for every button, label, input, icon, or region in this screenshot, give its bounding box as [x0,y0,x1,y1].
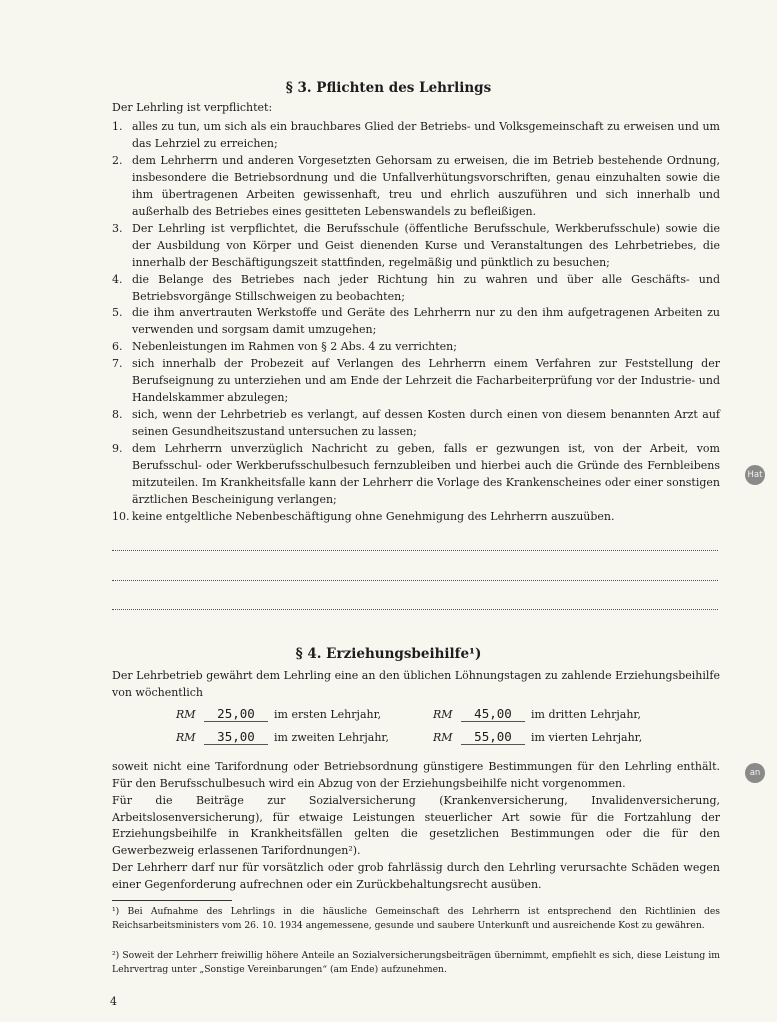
currency-label: RM [433,731,453,744]
item-number: 2. [112,154,123,167]
item-number: 3. [112,222,123,235]
duty-item-2 [112,152,720,220]
item-text: Nebenleistungen im Rahmen von § 2 Abs. 4 zu verrichten; [132,340,457,353]
allowance-year-3 [433,706,641,722]
section-3-intro: Der Lehrling ist verpflichtet: [112,101,273,114]
amount-value: 25,00 [204,706,268,722]
item-number: 1. [112,120,123,133]
allowance-intro: Der Lehrbetrieb gewährt dem Lehrling eine an den üblichen Löhnungstagen zu zahlende Erziehungsbeihilfe von wöchentlich [112,669,720,699]
item-number: 10. [112,510,130,523]
year-label: im vierten Lehrjahr, [531,731,643,744]
currency-label: RM [176,708,196,721]
amount-value: 45,00 [461,706,525,722]
set-off-paragraph: Der Lehrherr darf nur für vorsätzlich oder grob fahrlässig durch den Lehrling verursachte Schäden wegen einer Gegenforderung aufrechnen oder ein Zurückbehaltungsrecht ausüben. [112,861,720,891]
currency-label: RM [433,708,453,721]
allowance-year-1 [176,706,381,722]
amount-value: 55,00 [461,729,525,745]
item-number: 5. [112,306,123,319]
item-text: dem Lehrherrn unverzüglich Nachricht zu geben, falls er gezwungen ist, von der Arbeit, vom Berufsschul- oder Werkberufsschulbesuch fernzubleiben und hierbei auch die Gründe des Fernbleibens mitzuteilen. Im Krankheitsfalle kann der Lehrherr die Vorlage des Krankenscheines oder einer sonstigen ärztlichen Bescheinigung verlangen; [132,442,720,507]
duty-item-5 [112,304,720,338]
duty-item-10 [112,508,720,525]
blank-line [112,580,718,581]
item-number: 6. [112,340,123,353]
item-number: 9. [112,442,123,455]
item-text: sich, wenn der Lehrbetrieb es verlangt, auf dessen Kosten durch einen von diesem benannten Arzt auf seinen Gesundheitszustand untersuchen zu lassen; [132,408,720,439]
blank-line [112,609,718,610]
footnote-rule [112,900,232,901]
item-number: 4. [112,273,123,286]
section-3-heading: § 3. Pflichten des Lehrlings [285,80,492,96]
currency-label: RM [176,731,196,744]
item-text: die Belange des Betriebes nach jeder Richtung hin zu wahren und über alle Geschäfts- und Betriebsvorgänge Stillschweigen zu beobachten; [132,273,720,304]
item-text: keine entgeltliche Nebenbeschäftigung ohne Genehmigung des Lehrherrn auszuüben. [132,510,615,523]
year-label: im zweiten Lehrjahr, [274,731,389,744]
section-4-heading: § 4. Erziehungsbeihilfe¹) [295,646,482,662]
item-text: die ihm anvertrauten Werkstoffe und Geräte des Lehrherrn nur zu den ihm aufgetragenen Arbeiten zu verwenden und sorgsam damit umzugehen; [132,306,720,337]
duty-item-4 [112,271,720,305]
amount-value: 35,00 [204,729,268,745]
item-number: 7. [112,357,123,370]
blank-line [112,550,718,551]
margin-stamp: Hat [745,465,765,485]
allowance-year-4 [433,729,642,745]
duty-item-6 [112,338,720,355]
margin-stamp: an [745,763,765,783]
item-number: 8. [112,408,123,421]
year-label: im ersten Lehrjahr, [274,708,382,721]
footnote-1: ¹) Bei Aufnahme des Lehrlings in die häusliche Gemeinschaft des Lehrherrn ist entsprechend den Richtlinien des Reichsarbeitsministers vom 26. 10. 1934 angemessene, gesunde und saubere Unterkunft und ausreichende Kost zu gewähren. [112,906,720,931]
item-text: Der Lehrling ist verpflichtet, die Berufsschule (öffentliche Berufsschule, Werkberufsschule) sowie die der Ausbildung von Körper und Geist dienenden Kurse und Veranstaltungen des Lehrbetriebes, die innerhalb der Beschäftigungszeit stattfinden, regelmäßig und pünktlich zu besuchen; [132,222,720,270]
allowance-year-2 [176,729,389,745]
duty-item-8 [112,406,720,440]
year-label: im dritten Lehrjahr, [531,708,641,721]
item-text: alles zu tun, um sich als ein brauchbares Glied der Betriebs- und Volksgemeinschaft zu erweisen und um das Lehrziel zu erreichen; [132,120,720,151]
insurance-paragraph: Für die Beiträge zur Sozialversicherung (Krankenversicherung, Invalidenversicherung, Arbeitslosenversicherung), für etwaige Leistungen steuerlicher Art sowie für die Fortzahlung der Erziehungsbeihilfe in Krankheitsfällen gelten die gesetzlichen Bestimmungen oder die für den Gewerbezweig erlassenen Tarifordnungen²). [112,794,720,857]
footnote-2: ²) Soweit der Lehrherr freiwillig höhere Anteile an Sozialversicherungsbeiträgen übernimmt, empfiehlt es sich, diese Leistung im Lehrvertrag unter „Sonstige Vereinbarungen“ (am Ende) aufzunehmen. [112,950,720,975]
duty-item-1 [112,118,720,152]
duty-item-7 [112,355,720,406]
item-text: dem Lehrherrn und anderen Vorgesetzten Gehorsam zu erweisen, die im Betrieb bestehende Ordnung, insbesondere die Betriebsordnung und die Unfallverhütungsvorschriften, genau einzuhalten sowie die ihm übertragenen Arbeiten gewissenhaft, treu und ehrlich auszuführen und sich innerhalb und außerhalb des Betriebes eines gesitteten Lebenswandels zu befleißigen. [132,154,720,219]
duty-item-3 [112,220,720,271]
page-number: 4 [110,995,117,1008]
item-text: sich innerhalb der Probezeit auf Verlangen des Lehrherrn einem Verfahren zur Feststellung der Berufseignung zu unterziehen und am Ende der Lehrzeit die Facharbeiterprüfung vor der Industrie- und Handelskammer abzulegen; [132,357,720,405]
duty-item-9 [112,440,720,508]
tariff-paragraph: soweit nicht eine Tarifordnung oder Betriebsordnung günstigere Bestimmungen für den Lehrling enthält. Für den Berufsschulbesuch wird ein Abzug von der Erziehungsbeihilfe nicht vorgenommen. [112,760,720,790]
